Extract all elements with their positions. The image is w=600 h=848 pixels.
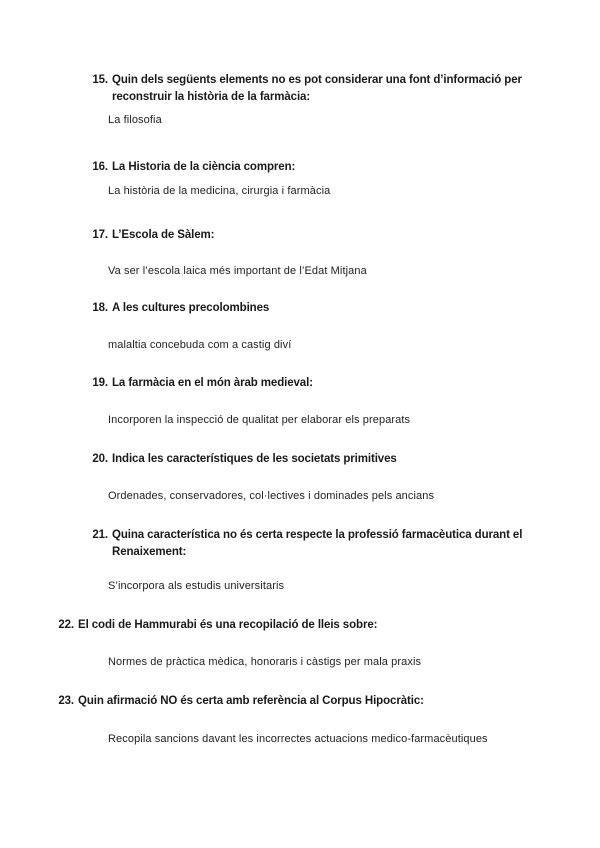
question-text: Quina característica no és certa respecte la professió farmacèutica durant el Renaixement: <box>112 529 523 558</box>
question-text: La Historia de la ciència compren: <box>112 161 296 173</box>
question-item <box>74 527 524 561</box>
question-text: L’Escola de Sàlem: <box>112 229 215 241</box>
question-number: 23. <box>58 695 74 707</box>
question-heading <box>74 451 524 468</box>
question-number: 16. <box>92 161 108 173</box>
question-number: 20. <box>92 453 108 465</box>
answer-text: Va ser l’escola laica més important de l’Edat Mitjana <box>108 265 367 277</box>
question-item <box>40 693 524 710</box>
question-item <box>40 617 524 634</box>
question-text: Indica les característiques de les societats primitives <box>112 453 397 465</box>
question-heading <box>74 227 524 244</box>
question-text: A les cultures precolombines <box>112 302 270 314</box>
question-text: Quin dels següents elements no es pot considerar una font d’informació per reconstruir la història de la farmàcia: <box>112 74 522 103</box>
question-text: La farmàcia en el món àrab medieval: <box>112 377 313 389</box>
answer-text: Normes de pràctica mèdica, honoraris i càstigs per mala praxis <box>108 656 422 668</box>
answer-text: La història de la medicina, cirurgia i farmàcia <box>108 185 331 197</box>
question-number: 18. <box>92 302 108 314</box>
question-number: 22. <box>58 619 74 631</box>
answer-text: malaltia concebuda com a castig diví <box>108 339 292 351</box>
question-heading <box>74 72 524 106</box>
question-item <box>74 451 524 468</box>
question-item <box>74 159 524 176</box>
question-number: 21. <box>92 529 108 541</box>
question-text: El codi de Hammurabi és una recopilació de lleis sobre: <box>78 619 378 631</box>
question-heading <box>40 617 524 634</box>
question-item <box>74 72 524 106</box>
question-item <box>74 227 524 244</box>
answer-text: S’incorpora als estudis universitaris <box>108 580 285 592</box>
question-number: 15. <box>92 74 108 86</box>
question-number: 19. <box>92 377 108 389</box>
question-text: Quin afirmació NO és certa amb referència al Corpus Hipocràtic: <box>78 695 424 707</box>
question-heading <box>40 693 524 710</box>
answer-text: La filosofia <box>108 114 162 126</box>
question-heading <box>74 300 524 317</box>
answer-text: Incorporen la inspecció de qualitat per elaborar els preparats <box>108 414 411 426</box>
question-heading <box>74 527 524 561</box>
question-item <box>74 375 524 392</box>
question-heading <box>74 159 524 176</box>
answer-text: Ordenades, conservadores, col·lectives i dominades pels ancians <box>108 490 435 502</box>
answer-text: Recopila sancions davant les incorrectes actuacions medico-farmacèutiques <box>108 733 488 745</box>
question-heading <box>74 375 524 392</box>
question-item <box>74 300 524 317</box>
question-number: 17. <box>92 229 108 241</box>
